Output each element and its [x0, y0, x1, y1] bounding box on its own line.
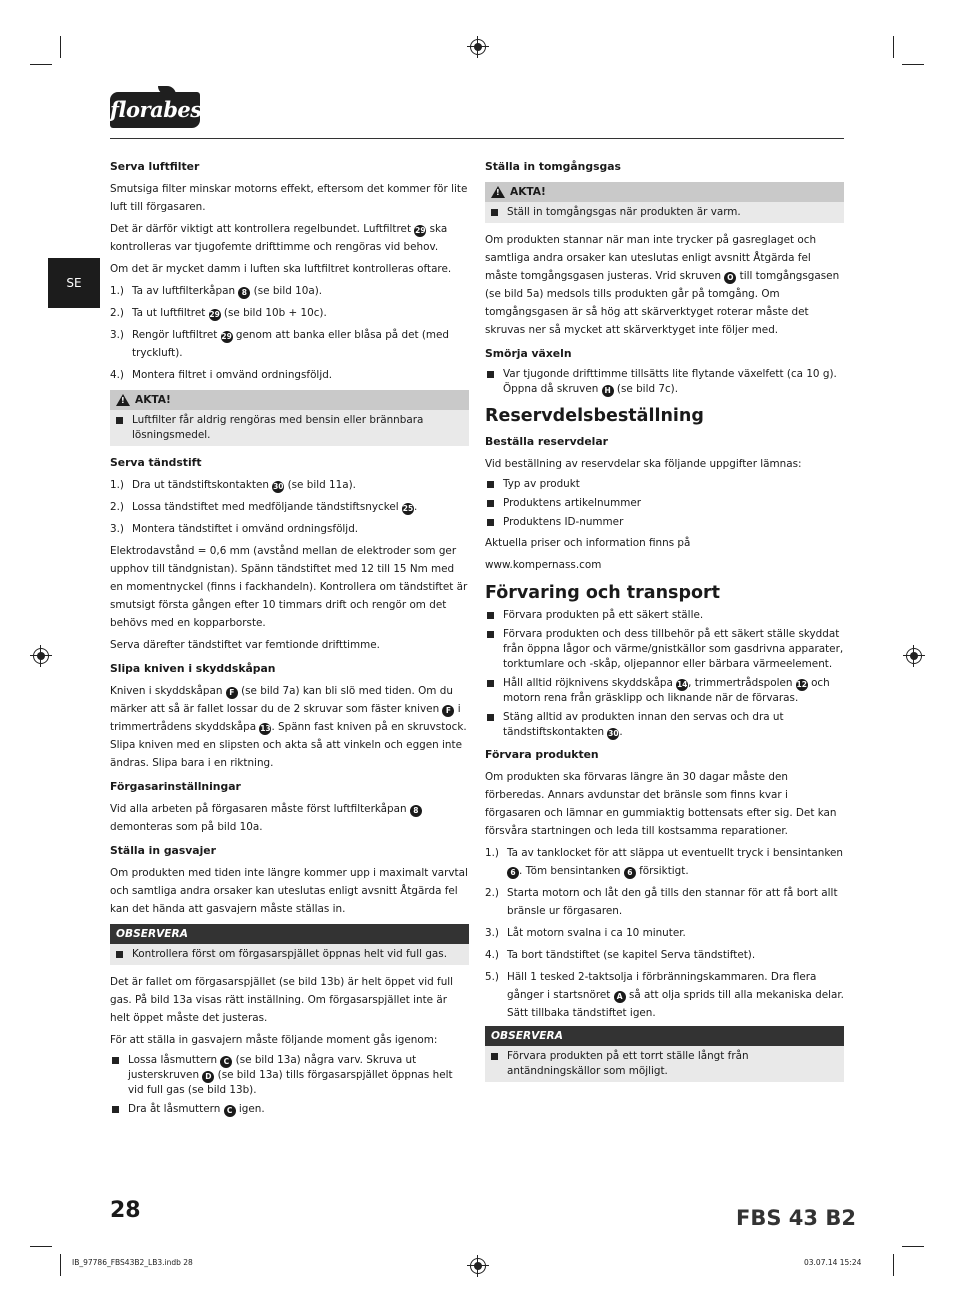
section-heading: Slipa kniven i skyddskåpan — [110, 662, 276, 675]
ref-letter-icon: C — [220, 1056, 232, 1068]
ref-letter-icon: F — [442, 705, 454, 717]
website-link[interactable]: www.kompernass.com — [485, 559, 602, 571]
paragraph: Elektrodavstånd = 0,6 mm (avstånd mellan de elektroder som ger upphov till tändgnistan). Spänn tändstiftet med 12 till 15 Nm med en momentnyckel (finns i fackhandeln). Kontrollera om tändstiftet är smutsigt första gången efter 10 timmars drift och rengör om det behövs med en kopparborste. — [110, 545, 468, 629]
paragraph: Smutsiga filter minskar motorns effekt, eftersom det kommer för lite luft till förgasaren. — [110, 183, 468, 213]
registration-mark-icon — [470, 39, 486, 55]
chapter-heading: Förvaring och transport — [485, 583, 720, 603]
registration-mark-icon — [906, 648, 922, 664]
list-item: Var tjugonde drifttimme tillsätts lite flytande växelfett (ca 10 g). Öppna då skruven H (se bild 7c). — [485, 367, 844, 397]
left-column — [110, 152, 469, 1121]
warning-text: Luftfilter får aldrig rengöras med bensin eller brännbara lösningsmedel. — [132, 414, 424, 441]
crop-mark — [60, 36, 61, 58]
crop-mark — [902, 1246, 924, 1247]
step: 2.) Lossa tändstiftet med medföljande tändstiftsnyckel 25. — [110, 501, 418, 513]
note-title: OBSERVERA — [110, 924, 469, 944]
section-heading: Ställa in tomgångsgas — [485, 160, 621, 173]
ref-letter-icon: C — [224, 1105, 236, 1117]
list-item: Lossa låsmuttern C (se bild 13a) några varv. Skruva ut justerskruven D (se bild 13a) tills förgasarspjället öppnas helt vid full gas (se bild 13b). — [110, 1053, 469, 1098]
step: 1.) Ta av luftfilterkåpan 8 (se bild 10a). — [110, 285, 323, 297]
step: 3.) Montera tändstiftet i omvänd ordningsföljd. — [110, 523, 359, 535]
bullet-square-icon — [491, 1053, 498, 1060]
file-info: IB_97786_FBS43B2_LB3.indb 28 — [72, 1258, 193, 1267]
step: 1.) Ta av tanklocket för att släppa ut eventuellt tryck i bensintanken 6 . Töm bensintanken 6 försiktigt. — [485, 847, 843, 877]
ref-number-icon: 6 — [624, 867, 636, 879]
paragraph: Aktuella priser och information finns på — [485, 537, 691, 549]
list-item: Produktens ID-nummer — [485, 515, 844, 530]
chapter-heading: Reservdelsbeställning — [485, 406, 704, 426]
ref-number-icon: 25 — [402, 504, 414, 513]
paragraph: Kniven i skyddskåpan F (se bild 7a) kan bli slö med tiden. Om du märker att så är fallet lossar du de 2 skruvar som fäster kniven F i trimmertrådens skyddskåpa 13. Spänn fast kniven på en skruvstock. Slipa kniven med en slipsten och akta så att vinkeln och eggen inte ändras. Slipa bara i en riktning. — [110, 685, 467, 769]
note-text: Förvara produkten på ett torrt ställe långt från antändningskällor som möjligt. — [507, 1050, 749, 1077]
bullet-square-icon — [487, 481, 494, 488]
step: 1.) Dra ut tändstiftskontakten 30 (se bild 11a). — [110, 479, 356, 491]
bullet-square-icon — [116, 951, 123, 958]
ref-number-icon: 30 — [273, 482, 284, 491]
ref-letter-icon: A — [614, 991, 626, 1003]
list-item: Håll alltid röjknivens skyddskåpa 14, trimmertrådspolen 12 och motorn rena från gräsklipp och liknande när de förvaras. — [485, 676, 844, 706]
list-item: Produktens artikelnummer — [485, 496, 844, 511]
ref-number-icon: 13 — [260, 724, 271, 733]
step: 3.) Låt motorn svalna i ca 10 minuter. — [485, 927, 686, 939]
ref-letter-icon: D — [202, 1071, 214, 1083]
step: 2.) Starta motorn och låt den gå tills den stannar för att få bort allt bränsle ur förgasaren. — [485, 887, 838, 917]
warning-title: AKTA! — [510, 186, 546, 198]
ref-letter-icon: F — [226, 687, 238, 699]
print-date: 03.07.14 15:24 — [804, 1258, 862, 1267]
section-heading: Beställa reservdelar — [485, 435, 608, 448]
paragraph: Om produkten ska förvaras längre än 30 dagar måste den förberedas. Annars avdunstar det bränsle som finns kvar i förgasaren och lämnar en gummiaktig bottensats efter sig. Det kan försvåra startningen och leda till kostsamma reparationer. — [485, 771, 837, 837]
note-title: OBSERVERA — [485, 1026, 844, 1046]
crop-mark — [893, 1254, 894, 1276]
note-box — [110, 924, 469, 965]
ref-number-icon: 14 — [676, 680, 688, 689]
list-item: Typ av produkt — [485, 477, 844, 492]
bullet-square-icon — [487, 680, 494, 687]
crop-mark — [893, 36, 894, 58]
bullet-square-icon — [112, 1057, 119, 1064]
paragraph: Det är fallet om förgasarspjället (se bild 13b) är helt öppet vid full gas. På bild 13a visas rätt inställning. Om förgasarspjället inte är helt öppet måste det justeras. — [110, 976, 454, 1024]
paragraph: Om produkten med tiden inte längre kommer upp i maximalt varvtal och samtliga andra orsaker kan uteslutas enligt avsnitt Åtgärda fel kan det hända att gasvajern måste ställas in. — [110, 867, 468, 915]
registration-mark-icon — [470, 1258, 486, 1274]
language-tab: SE — [48, 258, 100, 308]
ref-number-icon: 8 — [238, 287, 250, 299]
bullet-square-icon — [487, 612, 494, 619]
paragraph: Vid alla arbeten på förgasaren måste först luftfilterkåpan 8 demonteras som på bild 10a. — [110, 800, 469, 836]
section-heading: Ställa in gasvajer — [110, 844, 216, 857]
ref-number-icon: 8 — [410, 805, 422, 817]
ref-number-icon: 29 — [221, 332, 232, 341]
list-item: Förvara produkten och dess tillbehör på ett säkert ställe skyddat från öppna lågor och värme/gnistkällor som gasdrivna apparater, torktumlare och -skåp, oljepannor eller bärbara värmeelement. — [485, 627, 844, 672]
ref-letter-icon: O — [724, 272, 736, 284]
bullet-square-icon — [112, 1106, 119, 1113]
section-heading: Smörja växeln — [485, 347, 572, 360]
ref-number-icon: 12 — [796, 680, 807, 689]
paragraph: För att ställa in gasvajern måste följande moment gås igenom: — [110, 1034, 438, 1046]
list-item: Förvara produkten på ett säkert ställe. — [485, 608, 844, 623]
model-name: FBS 43 B2 — [736, 1206, 856, 1230]
registration-mark-icon — [33, 648, 49, 664]
warning-triangle-icon — [116, 394, 130, 406]
section-heading: Serva tändstift — [110, 456, 202, 469]
step: 5.) Häll 1 tesked 2-taktsolja i förbränningskammaren. Dra flera gånger i startsnöret A så att olja sprids till alla mekaniska delar. Sätt tillbaka tändstiftet igen. — [485, 971, 844, 1019]
bullet-square-icon — [487, 519, 494, 526]
bullet-square-icon — [116, 417, 123, 424]
crop-mark — [60, 1254, 61, 1276]
warning-box — [110, 390, 469, 446]
ref-number-icon: 29 — [209, 310, 220, 319]
paragraph: Vid beställning av reservdelar ska följande uppgifter lämnas: — [485, 458, 802, 470]
crop-mark — [30, 1246, 52, 1247]
warning-triangle-icon — [491, 186, 505, 198]
section-heading: Förgasarinställningar — [110, 780, 241, 793]
paragraph: Serva därefter tändstiftet var femtionde drifttimme. — [110, 639, 380, 651]
page-number: 28 — [110, 1198, 141, 1223]
crop-mark — [902, 64, 924, 65]
list-item: Stäng alltid av produkten innan den servas och dra ut tändstiftskontakten 30. — [485, 710, 844, 740]
section-heading: Serva luftfilter — [110, 160, 200, 173]
step: 2.) Ta ut luftfiltret 29 (se bild 10b + 10c). — [110, 307, 327, 319]
section-heading: Förvara produkten — [485, 748, 599, 761]
bullet-square-icon — [487, 631, 494, 638]
header-rule — [110, 138, 844, 139]
ref-number-icon: 29 — [415, 226, 426, 235]
ref-number-icon: 30 — [608, 729, 619, 738]
bullet-square-icon — [487, 371, 494, 378]
bullet-square-icon — [491, 209, 498, 216]
step: 4.) Ta bort tändstiftet (se kapitel Serva tändstiftet). — [485, 949, 756, 961]
list-item: Dra åt låsmuttern C igen. — [110, 1102, 469, 1117]
bullet-square-icon — [487, 500, 494, 507]
ref-number-icon: 6 — [507, 867, 519, 879]
paragraph: Om det är mycket damm i luften ska luftfiltret kontrolleras oftare. — [110, 263, 452, 275]
warning-box — [485, 182, 844, 223]
paragraph: Det är därför viktigt att kontrollera regelbundet. Luftfiltret 29 ska kontrolleras var tjugofemte drifttimme och rengöras vid behov. — [110, 223, 448, 253]
step: 3.) Rengör luftfiltret 29 genom att banka eller blåsa på det (med tryckluft). — [110, 329, 450, 359]
warning-text: Ställ in tomgångsgas när produkten är varm. — [507, 206, 741, 218]
ref-letter-icon: H — [602, 385, 614, 397]
bullet-square-icon — [487, 714, 494, 721]
note-box — [485, 1026, 844, 1082]
step: 4.) Montera filtret i omvänd ordningsföljd. — [110, 369, 333, 381]
right-column — [485, 152, 844, 1090]
brand-logo: florabest — [110, 92, 200, 128]
crop-mark — [30, 64, 52, 65]
note-text: Kontrollera först om förgasarspjället öppnas helt vid full gas. — [132, 948, 448, 960]
paragraph: Om produkten stannar när man inte trycker på gasreglaget och samtliga andra orsaker kan uteslutas enligt avsnitt Åtgärda fel måste tomgångsgasen justeras. Vrid skruven O till tomgångsgasen (se bild 5a) medsols tills produkten går på tomgång. Om tomgångsgasen är så hög att skärverktyget roterar måste det skruvas ner så mycket att skärverktyget inte följer med. — [485, 234, 840, 336]
warning-title: AKTA! — [135, 394, 171, 406]
